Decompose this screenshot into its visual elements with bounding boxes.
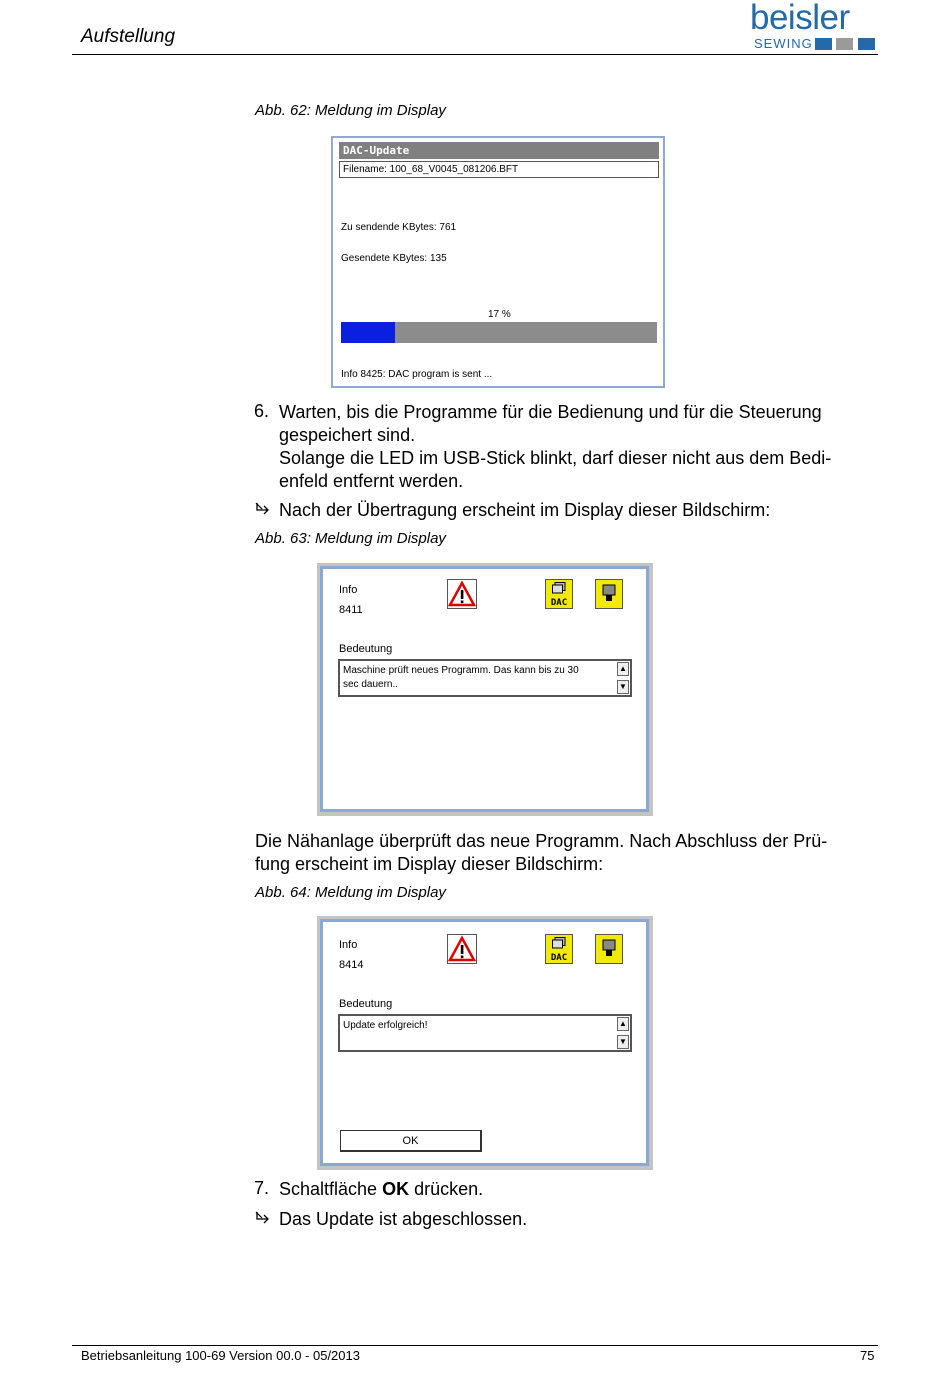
step-text	[279, 1178, 483, 1201]
ok-button[interactable]: OK	[340, 1130, 482, 1152]
step-line: gespeichert sind.	[279, 425, 416, 445]
step-number: 6.	[254, 401, 270, 421]
paragraph-line: Die Nähanlage überprüft das neue Programm. Nach Abschluss der Prü-	[255, 831, 828, 851]
message-line: sec dauern..	[343, 679, 399, 690]
scroll-up-button[interactable]: ▲	[617, 1017, 629, 1031]
footer-document-info: Betriebsanleitung 100-69 Version 00.0 - 05/2013	[81, 1348, 360, 1363]
result-text: Das Update ist abgeschlossen.	[279, 1209, 528, 1229]
dac-icon	[552, 582, 566, 594]
section-title: Aufstellung	[81, 26, 176, 47]
dac-icon	[552, 937, 566, 949]
info-code: 8414	[339, 959, 364, 971]
info-code: 8411	[339, 604, 363, 616]
step-text-suffix: drücken.	[409, 1179, 484, 1199]
logo-square-blue	[815, 38, 832, 50]
info-label: Info	[339, 584, 358, 596]
info-screen-8414	[317, 916, 653, 1170]
dac-button[interactable]	[545, 579, 573, 609]
step-line: Solange die LED im USB-Stick blinkt, darf dieser nicht aus dem Bedi-	[279, 448, 832, 468]
message-line: Update erfolgreich!	[343, 1020, 428, 1031]
warning-icon	[447, 579, 477, 609]
progress-fill	[341, 322, 395, 343]
dac-update-screen	[331, 136, 665, 388]
usb-stick-icon	[601, 939, 617, 959]
dac-button-label: DAC	[550, 598, 568, 608]
progress-bar	[341, 322, 657, 343]
result-arrow-icon	[254, 501, 272, 524]
scroll-up-button[interactable]: ▲	[617, 662, 629, 676]
kbytes-to-send: Zu sendende KBytes: 761	[341, 222, 457, 233]
progress-percent: 17 %	[488, 309, 511, 320]
header-divider	[72, 54, 878, 55]
message-box	[338, 1014, 632, 1052]
info-label: Info	[339, 939, 358, 951]
usb-button[interactable]	[595, 934, 623, 964]
step-text	[279, 401, 831, 493]
result-arrow-icon	[254, 1210, 272, 1233]
step-text-prefix: Schaltfläche	[279, 1179, 383, 1199]
screen-title: DAC-Update	[339, 142, 659, 159]
figure-caption: Abb. 64: Meldung im Display	[255, 884, 446, 901]
usb-stick-icon	[601, 584, 617, 604]
brand-logo-sub: SEWING	[754, 36, 813, 51]
result-text: Nach der Übertragung erscheint im Display dieser Bildschirm:	[279, 500, 771, 520]
figure-caption: Abb. 62: Meldung im Display	[255, 102, 446, 119]
dac-button[interactable]	[545, 934, 573, 964]
message-line: Maschine prüft neues Programm. Das kann bis zu 30	[343, 665, 579, 676]
step-text-bold: OK	[382, 1179, 410, 1199]
figure-caption: Abb. 63: Meldung im Display	[255, 530, 446, 547]
dac-button-label: DAC	[550, 953, 568, 963]
paragraph	[255, 830, 827, 876]
footer-page-number: 75	[860, 1348, 875, 1363]
brand-logo-word: beisler	[750, 0, 850, 37]
scroll-down-button[interactable]: ▼	[617, 680, 629, 694]
logo-square-gray	[836, 38, 853, 50]
usb-button[interactable]	[595, 579, 623, 609]
step-number: 7.	[254, 1178, 270, 1198]
meaning-label: Bedeutung	[339, 998, 393, 1010]
meaning-label: Bedeutung	[339, 643, 393, 655]
filename-field: Filename: 100_68_V0045_081206.BFT	[339, 161, 659, 178]
scroll-down-button[interactable]: ▼	[617, 1035, 629, 1049]
footer-divider	[72, 1345, 878, 1346]
kbytes-sent: Gesendete KBytes: 135	[341, 253, 447, 264]
message-box	[338, 659, 632, 697]
paragraph-line: fung erscheint im Display dieser Bildschirm:	[255, 854, 604, 874]
info-screen-8411	[317, 563, 653, 816]
step-line: Warten, bis die Programme für die Bedienung und für die Steuerung	[279, 402, 822, 422]
logo-square-blue	[858, 38, 875, 50]
step-line: enfeld entfernt werden.	[279, 471, 464, 491]
info-message: Info 8425: DAC program is sent ...	[341, 369, 493, 380]
warning-icon	[447, 934, 477, 964]
